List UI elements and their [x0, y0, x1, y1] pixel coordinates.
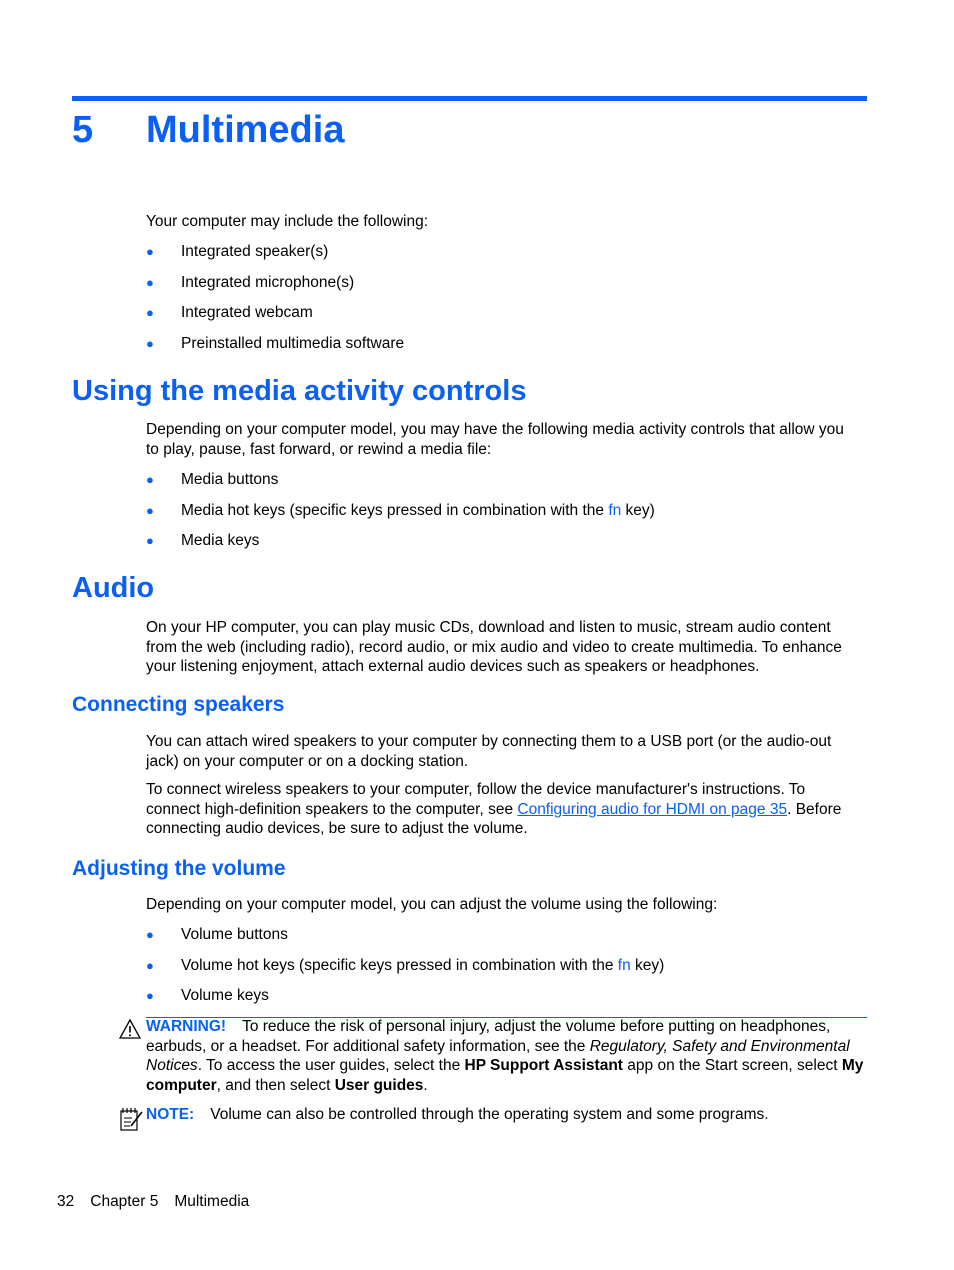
media-controls-text: Depending on your computer model, you may have the following media activity controls that allow you to play, pause, fast forward, or rewind a media file:: [146, 421, 844, 458]
bullet-dot-icon: ●: [146, 503, 154, 518]
section-heading-audio: Audio: [72, 572, 155, 604]
bullet-dot-icon: ●: [146, 988, 154, 1003]
subsection-heading-connecting-speakers: Connecting speakers: [72, 693, 285, 716]
subsection-heading-adjusting-volume: Adjusting the volume: [72, 857, 286, 880]
footer-chapter: Chapter 5: [90, 1193, 159, 1210]
audio-text: On your HP computer, you can play music CDs, download and listen to music, stream audio content from the web (including radio), record audio, or mix audio and video to create multimedia. To enhance your listening enjoyment, attach external audio devices such as speakers or headphones.: [146, 619, 842, 675]
warning-label: WARNING!: [146, 1018, 227, 1035]
bullet-dot-icon: ●: [146, 305, 154, 320]
fn-key-label: fn: [608, 502, 622, 519]
warning-text: WARNING! To reduce the risk of personal injury, adjust the volume before putting on headphones, earbuds, or a headset. For additional safety information, see the Regulatory, Safety and Environmental Notices. To access the user guides, select the HP Support Assistant app on the Start screen, select My computer, and then select User guides.: [146, 1018, 864, 1094]
chapter-number: 5: [72, 109, 94, 151]
hdmi-audio-link[interactable]: Configuring audio for HDMI on page 35: [517, 800, 788, 818]
fn-key-label: fn: [617, 957, 631, 974]
bullet-dot-icon: ●: [146, 533, 154, 548]
bullet-dot-icon: ●: [146, 244, 154, 259]
page-number: 32: [57, 1193, 75, 1210]
note-pad-icon: [118, 1106, 144, 1132]
warning-triangle-icon: [118, 1018, 142, 1040]
bullet-dot-icon: ●: [146, 958, 154, 973]
chapter-title: Multimedia: [146, 109, 345, 151]
page-footer: [57, 1192, 265, 1212]
intro-text: Your computer may include the following:: [146, 213, 429, 230]
connecting-text-1: You can attach wired speakers to your computer by connecting them to a USB port (or the audio-out jack) on your computer or on a docking station.: [146, 733, 832, 770]
footer-title: Multimedia: [174, 1193, 250, 1210]
volume-text: Depending on your computer model, you can adjust the volume using the following:: [146, 896, 718, 913]
note-label: NOTE:: [146, 1106, 195, 1123]
note-text: NOTE: Volume can also be controlled through the operating system and some programs.: [146, 1106, 769, 1123]
bullet-dot-icon: ●: [146, 927, 154, 942]
bullet-dot-icon: ●: [146, 336, 154, 351]
section-heading-media-controls: Using the media activity controls: [72, 375, 527, 407]
chapter-rule: [72, 96, 867, 101]
bullet-dot-icon: ●: [146, 472, 154, 487]
connecting-text-2: To connect wireless speakers to your computer, follow the device manufacturer's instructions. To connect high-definition speakers to the computer, see Configuring audio for HDMI on page 35. Before connecting audio devices, be sure to adjust the volume.: [146, 781, 842, 837]
bullet-dot-icon: ●: [146, 275, 154, 290]
